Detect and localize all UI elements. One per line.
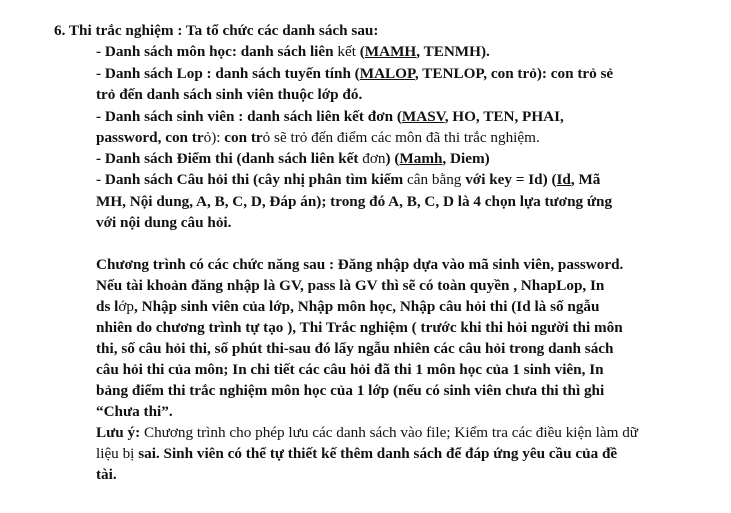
text: cân bằng [406,171,466,188]
text: Nếu tài khoản đăng nhập là GV, pass là GV thì sẽ có toàn quyền , NhapLop, In [96,277,605,294]
text: đơn [362,150,386,167]
list-item-cauhoi [96,170,600,190]
functions-line [96,255,623,275]
text: câu hỏi thi của môn; In chi tiết các câu hỏi đã thi 1 môn học của 1 sinh viên, In [96,361,604,378]
primary-key: MAMH [364,43,417,60]
text: bảng điểm thi trắc nghiệm môn học của 1 lớp (nếu có sinh viên chưa thi thì ghi [96,382,605,399]
note-line [96,444,617,464]
functions-line [96,318,623,338]
text: - Danh sách Câu hỏi thi (cây nhị phân tìm kiếm [96,171,407,188]
text: , Diem) [442,150,490,167]
text: , Mã [570,171,601,188]
text: - Danh sách sinh viên : danh sách liên kết đơn ( [96,108,402,125]
text: ỏ sẽ trỏ đến điểm các môn đã thi trắc nghiệm. [262,129,540,146]
text: con tr [224,129,263,146]
text: - Danh sách Điểm thi (danh sách liên kết [96,150,363,167]
text: , HO, TEN, PHAI, [444,108,564,125]
functions-line [96,339,614,359]
primary-key: Mamh [399,150,443,167]
text: ớp [118,298,135,315]
text: ( [355,43,365,60]
functions-line [96,276,604,296]
section-heading [54,21,378,41]
list-item-monhoc [96,42,490,62]
functions-line [96,360,604,380]
primary-key: Id [556,171,571,188]
text: với key = Id) ( [465,171,557,188]
list-item-sinhvien-cont [96,128,540,148]
text: “Chưa thi”. [96,403,173,420]
note-line [96,465,117,485]
primary-key: MASV [401,108,445,125]
text: MH, Nội dung [96,193,190,210]
primary-key: MALOP [359,65,415,82]
text: A, B, C, D, Đáp án); trong đó A, B, C, D là 4 chọn lựa tương ứng [193,193,613,210]
functions-line [96,402,173,422]
text: sai. Sinh viên có thể tự thiết kế thêm danh sách để đáp ứng yêu cầu của đề [138,445,618,462]
heading-text: 6. Thi trắc nghiệm : Ta tổ chức các danh sách sau: [54,22,379,39]
functions-line [96,381,604,401]
text: ỏ): [203,129,225,146]
text: password, con tr [96,129,204,146]
list-item-lop-cont [96,85,362,105]
text: thi, số câu hỏi thi, số phút thi-sau đó lấy ngẫu nhiên các câu hỏi trong danh sách [96,340,614,357]
text: liệu bị [96,445,139,462]
note-line [96,423,638,443]
list-item-lop [96,64,613,84]
list-item-cauhoi-cont [96,192,612,212]
text: - Danh sách môn học: danh sách liên [96,43,338,60]
text: - Danh sách Lop : danh sách tuyến tính ( [96,65,360,82]
text: , TENLOP, con trỏ): con trỏ sẻ [414,65,614,82]
text: kết [337,43,356,60]
functions-line [96,297,599,317]
list-item-cauhoi-cont2 [96,213,231,233]
text: nhiên do chương trình tự tạo ), Thi Trắc nghiệm ( trước khi thi hỏi người thi môn [96,319,623,336]
text: tài. [96,466,117,483]
text: , Nhập sinh viên của lớp, Nhập môn học, Nhập câu hỏi thi (Id là số ngẫu [134,298,600,315]
text: Chương trình cho phép lưu các danh sách vào file; Kiểm tra các điều kiện làm dữ [140,424,639,441]
note-label: Lưu ý: [96,424,141,441]
text: Chương trình có các chức năng sau : Đăng nhập dựa vào mã sinh viên, password. [96,256,624,273]
text: với nội dung câu hỏi. [96,214,232,231]
list-item-diemthi [96,149,490,169]
list-item-sinhvien [96,107,564,127]
text: , [189,193,194,210]
text: ds l [96,298,119,315]
text: ) ( [385,150,400,167]
text: trỏ đến danh sách sinh viên thuộc lớp đó. [96,86,363,103]
text: , TENMH). [416,43,490,60]
